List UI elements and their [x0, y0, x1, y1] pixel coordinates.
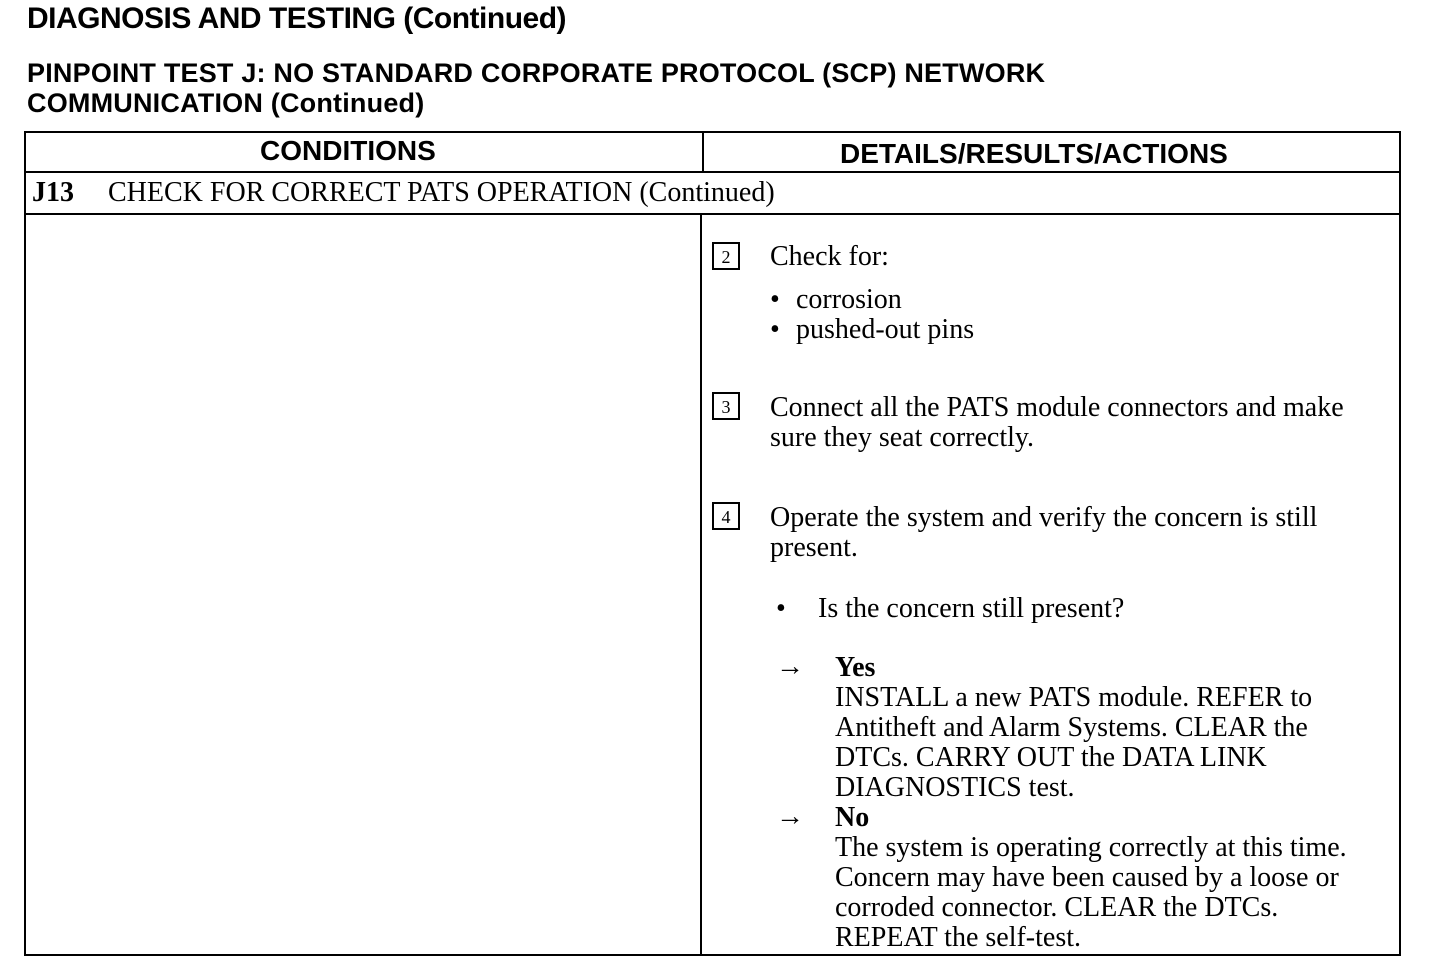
conditions-header: CONDITIONS	[260, 135, 436, 166]
header-column-divider	[702, 133, 704, 171]
question-item: • Is the concern still present?	[776, 593, 1125, 624]
step-row	[32, 177, 775, 209]
details-header: DETAILS/RESULTS/ACTIONS	[840, 138, 1228, 169]
test-title-line-1: PINPOINT TEST J: NO STANDARD CORPORATE PROTOCOL (SCP) NETWORK	[27, 58, 1046, 88]
test-title-line-2: COMMUNICATION (Continued)	[27, 88, 425, 118]
step-title: CHECK FOR CORRECT PATS OPERATION (Continued)	[108, 177, 775, 208]
bullet-item: • corrosion	[770, 284, 902, 315]
outcome-yes: Yes INSTALL a new PATS module. REFER to Antitheft and Alarm Systems. CLEAR the DTCs. CARRY OUT the DATA LINK DIAGNOSTICS test.	[835, 653, 1395, 803]
step-number-box: 4	[712, 502, 740, 530]
outcome-label: Yes	[835, 652, 876, 683]
step-text: Connect all the PATS module connectors and make sure they seat correctly.	[770, 392, 1344, 453]
step-text: Check for:	[770, 241, 889, 272]
outcome-label: No	[835, 802, 870, 833]
arrow-right-icon: →	[776, 651, 804, 682]
step-text: Operate the system and verify the concern is still present.	[770, 502, 1318, 563]
outcome-no: No The system is operating correctly at this time. Concern may have been caused by a loose or corroded connector. CLEAR the DTCs. REPEAT the self-test.	[835, 803, 1395, 953]
body-column-divider	[700, 213, 702, 954]
step-id: J13	[32, 177, 74, 208]
step-number-box: 2	[712, 242, 740, 270]
header-divider	[26, 171, 1399, 173]
page-title: DIAGNOSIS AND TESTING (Continued)	[27, 2, 567, 35]
arrow-right-icon: →	[776, 801, 804, 832]
step-number-box: 3	[712, 392, 740, 420]
step-row-divider	[26, 213, 1399, 215]
pinpoint-test-title	[27, 58, 1045, 118]
bullet-item: • pushed-out pins	[770, 314, 975, 345]
